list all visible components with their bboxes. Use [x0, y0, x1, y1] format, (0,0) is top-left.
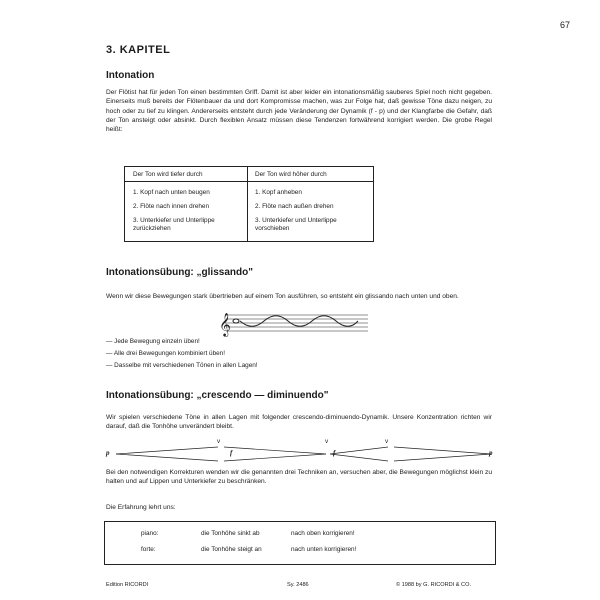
- glissando-bullet: — Dasselbe mit verschiedenen Tönen in allen Lagen!: [106, 362, 258, 369]
- dynamic-mark: v: [385, 438, 389, 445]
- rules-left-item: 1. Kopf nach unten beugen: [133, 189, 210, 196]
- intonation-paragraph: Der Flötist hat für jeden Ton einen bestimmten Griff. Damit ist aber leider ein intonationsmäßig sauberes Spiel noch nicht gegeben. Einerseits muß bereits der Flötenbauer da und dort Kompromisse machen, was zur Folge hat, daß gewisse Töne dazu neigen, zu hoch oder zu tief zu klingen. Andererseits entsteht durch jede Veränderung der Dynamik (f - p) und der Klangfarbe die Gefahr, daß der Ton ansteigt oder absinkt. Durch flexiblen Ansatz müssen diese Tendenzen fortwährend korrigiert werden. Die grobe Regel heißt:: [106, 89, 492, 134]
- rules-left-header: Der Ton wird tiefer durch: [133, 171, 203, 178]
- experience-label: piano:: [141, 530, 159, 537]
- dynamic-mark: f: [230, 449, 233, 457]
- dynamic-mark: f: [333, 449, 336, 457]
- dynamic-mark: v: [217, 438, 221, 445]
- experience-table: [104, 521, 496, 565]
- footer-publisher: Edition RICORDI: [106, 582, 149, 588]
- svg-text:𝄞: 𝄞: [219, 312, 231, 336]
- crescendo-paragraph-3: Die Erfahrung lehrt uns:: [106, 504, 176, 511]
- intonation-heading: Intonation: [106, 70, 155, 81]
- crescendo-paragraph: Wir spielen verschiedene Töne in allen Lagen mit folgender crescendo-diminuendo-Dynamik. Unsere Konzentration richten wir darauf, daß die Tonhöhe unverändert bleibt.: [106, 414, 492, 431]
- crescendo-dynamics-figure: [106, 434, 496, 464]
- glissando-paragraph: Wenn wir diese Bewegungen stark übertrieben auf einem Ton ausführen, so entsteht ein glissando nach unten und oben.: [106, 293, 459, 300]
- glissando-bullet: — Alle drei Bewegungen kombiniert üben!: [106, 350, 226, 357]
- experience-label: forte:: [141, 546, 156, 553]
- footer-copyright: © 1988 by G. RICORDI & CO.: [396, 582, 471, 588]
- glissando-bullet: — Jede Bewegung einzeln üben!: [106, 338, 200, 345]
- dynamic-mark: p: [106, 449, 110, 457]
- rules-right-header: Der Ton wird höher durch: [255, 171, 327, 178]
- glissando-heading: Intonationsübung: „glissando": [106, 267, 253, 278]
- experience-right: nach oben korrigieren!: [291, 530, 355, 537]
- chapter-title: 3. KAPITEL: [106, 44, 171, 56]
- rules-right-item: 2. Flöte nach außen drehen: [255, 203, 334, 210]
- rules-right-item: 3. Unterkiefer und Unterlippe vorschieben: [255, 217, 337, 232]
- rules-left-item: 2. Flöte nach innen drehen: [133, 203, 210, 210]
- experience-middle: die Tonhöhe steigt an: [201, 546, 262, 553]
- dynamic-mark: v: [325, 438, 329, 445]
- rules-table: [124, 166, 374, 242]
- experience-right: nach unten korrigieren!: [291, 546, 357, 553]
- experience-middle: die Tonhöhe sinkt ab: [201, 530, 260, 537]
- rules-right-item: 1. Kopf anheben: [255, 189, 302, 196]
- dynamic-mark: p: [489, 449, 493, 457]
- crescendo-paragraph-2: Bei den notwendigen Korrekturen wenden wir die genannten drei Techniken an, versuchen aber, die Bewegungen möglichst klein zu halten und auf Lippen und Unterkiefer zu beschränken.: [106, 469, 492, 486]
- rules-left-item: 3. Unterkiefer und Unterlippe zurückziehen: [133, 217, 215, 232]
- crescendo-heading: Intonationsübung: „crescendo — diminuendo": [106, 390, 329, 401]
- footer-catalog-number: Sy. 2486: [287, 582, 309, 588]
- page-number: 67: [560, 20, 571, 30]
- glissando-staff: [218, 308, 368, 338]
